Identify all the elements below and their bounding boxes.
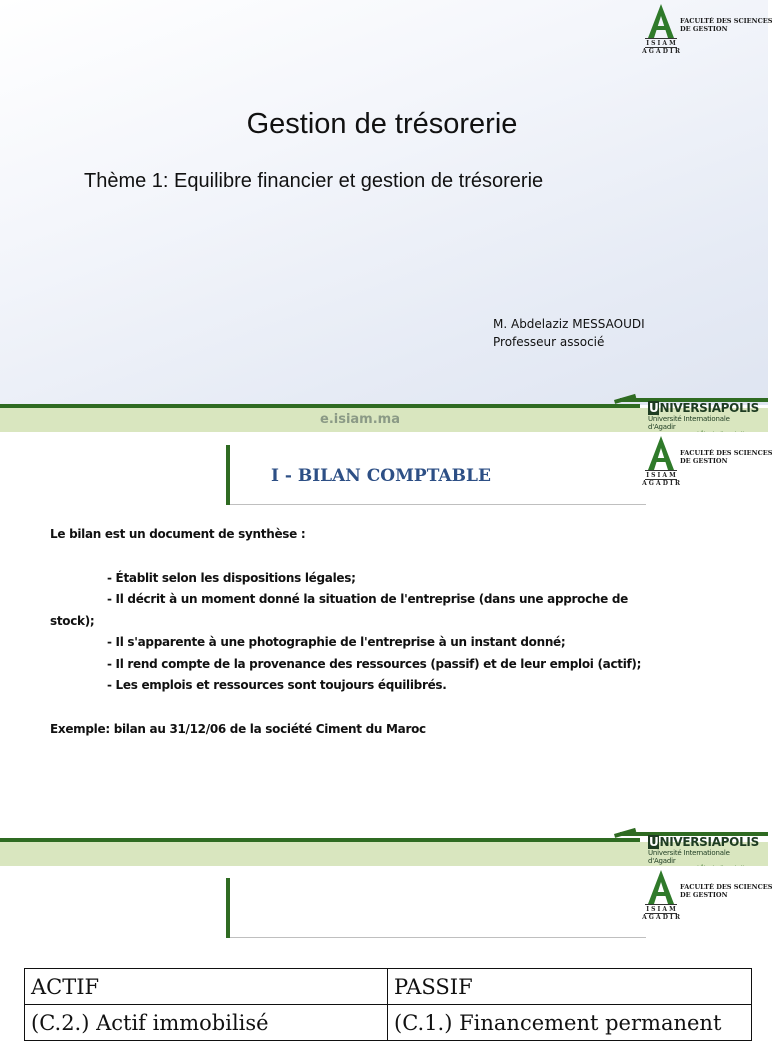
slide-footer: [0, 835, 768, 866]
bullet-item: - Il rend compte de la provenance des ressources (passif) et de leur emploi (actif);: [107, 656, 642, 671]
slide-footer: [0, 401, 768, 432]
isiam-a-logo-icon: [644, 436, 678, 486]
intro-text: Le bilan est un document de synthèse :: [50, 527, 306, 541]
svg-text:A G A D I R: A G A D I R: [642, 914, 680, 921]
bilan-table: [24, 968, 752, 1041]
svg-text:I S I A M: I S I A M: [646, 906, 676, 913]
isiam-logo: [642, 4, 772, 56]
table-row: [25, 969, 752, 1005]
svg-text:A G A D I R: A G A D I R: [642, 48, 680, 55]
bullet-item: - Les emplois et ressources sont toujours équilibrés.: [107, 678, 447, 692]
slide-body: [50, 524, 650, 740]
faculty-label: FACULTÉ DES SCIENCES DE GESTION: [680, 883, 772, 899]
bullet-item: - Établit selon les dispositions légales;: [107, 570, 356, 585]
faculty-label: FACULTÉ DES SCIENCES DE GESTION: [680, 17, 772, 33]
table-row: [25, 1005, 752, 1041]
bullet-item: - Il s'apparente à une photographie de l'entreprise à un instant donné;: [107, 635, 566, 649]
table-cell: (C.1.) Financement permanent: [388, 1005, 752, 1041]
isiam-a-logo-icon: [644, 870, 678, 920]
heading-rule: [230, 937, 646, 938]
presentation-title: Gestion de trésorerie: [246, 108, 518, 140]
isiam-a-logo-icon: [644, 4, 678, 54]
isiam-logo: [642, 870, 772, 922]
author-block: [493, 315, 645, 351]
heading-accent-bar: [226, 445, 230, 505]
section-heading: I - BILAN COMPTABLE: [271, 466, 491, 486]
bilan-table-slide: [0, 866, 772, 1035]
presentation-subtitle: Thème 1: Equilibre financier et gestion de trésorerie: [84, 170, 544, 192]
table-header-cell: ACTIF: [25, 969, 388, 1005]
svg-text:I S I A M: I S I A M: [646, 472, 676, 479]
faculty-label: FACULTÉ DES SCIENCES DE GESTION: [680, 449, 772, 465]
bullet-item: - Il décrit à un moment donné la situation de l'entreprise (dans une approche de stock);: [50, 592, 628, 628]
table-header-cell: PASSIF: [388, 969, 752, 1005]
universiapolis-logo: UNIVERSIAPOLIS Université Internationale d'Agadir: [648, 401, 759, 431]
svg-text:I S I A M: I S I A M: [646, 40, 676, 47]
universiapolis-logo: UNIVERSIAPOLIS Université Internationale d'Agadir: [648, 835, 759, 865]
author-name: M. Abdelaziz MESSAOUDI: [493, 317, 645, 331]
isiam-logo: [642, 436, 772, 488]
heading-rule: [230, 504, 646, 505]
table-cell: (C.2.) Actif immobilisé: [25, 1005, 388, 1041]
site-url: e.isiam.ma: [320, 412, 400, 427]
heading-accent-bar: [226, 878, 230, 938]
author-role: Professeur associé: [493, 335, 605, 349]
title-slide: [0, 0, 772, 405]
bilan-slide: [0, 432, 772, 837]
example-text: Exemple: bilan au 31/12/06 de la société Ciment du Maroc: [50, 721, 426, 736]
svg-text:A G A D I R: A G A D I R: [642, 480, 680, 487]
